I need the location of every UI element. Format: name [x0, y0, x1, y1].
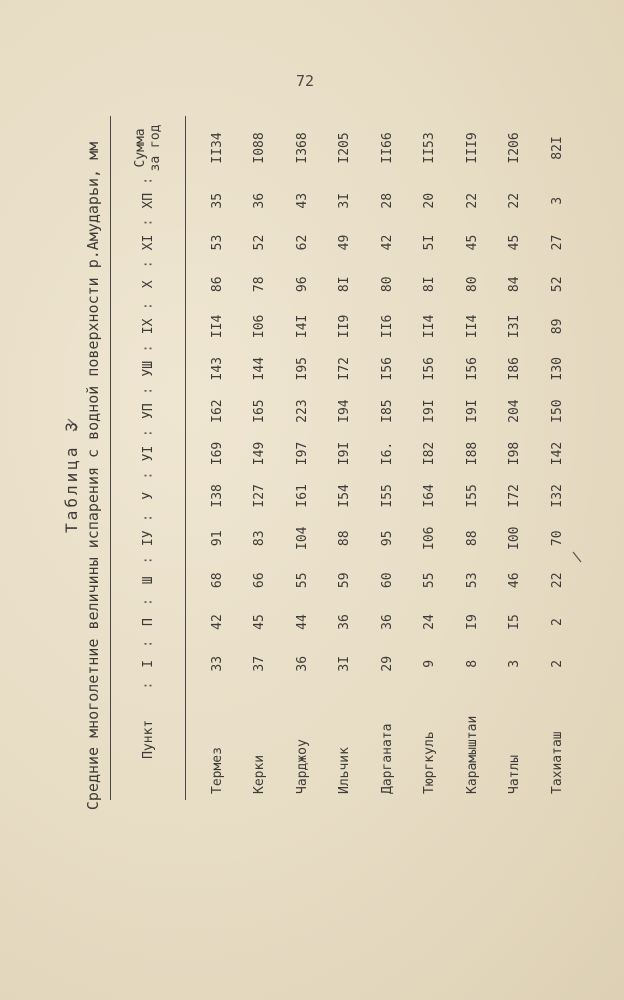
row-month-value: I9I: [337, 441, 353, 466]
row-sum-value: II66: [379, 132, 395, 164]
row-month-value: 52: [549, 276, 565, 293]
row-month-value: 3I: [337, 192, 353, 209]
row-month-value: I32: [549, 484, 565, 508]
table-body: [186, 116, 579, 800]
row-month-value: 35: [209, 192, 225, 209]
header-month: Х :: [111, 263, 186, 305]
row-month-value: 42: [209, 614, 225, 630]
row-month-value: 8I: [422, 276, 438, 293]
row-month-value: I04: [294, 526, 310, 550]
row-month-value: 78: [252, 276, 268, 293]
row-month-value: I61: [294, 484, 310, 508]
row-month-value: 2: [549, 618, 565, 626]
row-month-value: 84: [507, 276, 523, 293]
row-month-value: 2: [549, 659, 565, 668]
header-month: УШ :: [111, 348, 186, 390]
row-month-value: I72: [337, 357, 353, 381]
table-row: [366, 116, 409, 800]
row-sum-value: I205: [337, 132, 353, 164]
row-month-value: I9: [464, 614, 480, 630]
row-month-value: I06: [252, 314, 268, 339]
row-month-value: 80: [379, 276, 395, 293]
table-header-row: [111, 116, 186, 800]
row-month-value: 5I: [422, 234, 438, 251]
row-point-name: Термез: [209, 747, 225, 794]
page-number: 72: [296, 72, 315, 90]
row-month-value: 49: [337, 234, 353, 251]
row-month-value: 24: [422, 614, 438, 630]
header-month: ХП :: [111, 180, 186, 222]
row-month-value: I44: [252, 357, 268, 381]
row-month-value: 29: [379, 655, 395, 672]
row-month-value: I27: [252, 484, 268, 508]
row-month-value: I54: [337, 484, 353, 508]
header-month: УІ :: [111, 432, 186, 474]
row-month-value: 88: [337, 530, 353, 547]
header-sum: [111, 116, 186, 180]
row-month-value: 89: [549, 318, 565, 335]
table-row: [494, 116, 537, 800]
header-month: У :: [111, 475, 186, 517]
row-month-value: I49: [252, 441, 268, 466]
row-sum-value: I088: [252, 132, 268, 164]
stray-pen-mark-icon: [570, 550, 584, 564]
row-month-value: 86: [209, 276, 225, 293]
row-month-value: 8I: [337, 276, 353, 293]
row-month-value: I86: [507, 357, 523, 381]
row-month-value: 36: [337, 614, 353, 630]
header-sum-line2: за год: [148, 124, 163, 172]
rotated-table-block: [62, 116, 622, 836]
row-month-value: I72: [507, 484, 523, 508]
row-month-value: 45: [464, 234, 480, 251]
table-subtitle: Средние многолетние величины испарения с водной поверхности р.Амударьи, мм: [84, 141, 102, 811]
row-month-value: 9: [422, 659, 438, 668]
row-month-value: 55: [422, 572, 438, 589]
header-month: ХІ :: [111, 222, 186, 264]
row-month-value: II4: [422, 314, 438, 339]
row-sum-value: I368: [294, 132, 310, 164]
row-month-value: 3I: [337, 655, 353, 672]
row-month-value: 91: [209, 530, 225, 547]
row-month-value: I6.: [379, 441, 395, 466]
row-month-value: 53: [464, 572, 480, 589]
row-month-value: 36: [379, 614, 395, 630]
table-title: Таблица 3: [62, 419, 81, 533]
row-point-name: Тюргкуль: [422, 731, 438, 794]
row-sum-value: I206: [507, 132, 523, 164]
header-month: ІУ :: [111, 517, 186, 559]
row-month-value: I43: [209, 357, 225, 381]
row-month-value: I85: [379, 399, 395, 423]
row-month-value: I64: [422, 484, 438, 508]
row-month-value: I55: [464, 484, 480, 508]
row-sum-value: 82I: [549, 136, 565, 160]
row-month-value: 22: [549, 572, 565, 589]
row-month-value: 70: [549, 530, 565, 547]
row-month-value: 88: [464, 530, 480, 547]
row-month-value: 22: [507, 192, 523, 209]
header-month: ІХ :: [111, 305, 186, 347]
row-month-value: 43: [294, 192, 310, 209]
row-month-value: I38: [209, 484, 225, 508]
row-month-value: I00: [507, 526, 523, 550]
row-point-name: Чатлы: [507, 754, 523, 794]
row-sum-value: II53: [422, 132, 438, 164]
row-month-value: 60: [379, 572, 395, 589]
table-row: [186, 116, 239, 800]
row-point-name: Карамыштаи: [464, 715, 480, 794]
row-month-value: 45: [252, 614, 268, 630]
row-month-value: 3: [507, 659, 523, 668]
header-month: I :: [111, 643, 186, 685]
row-month-value: II4: [464, 314, 480, 339]
row-month-value: I5: [507, 614, 523, 630]
row-month-value: 83: [252, 530, 268, 547]
row-month-value: I3I: [507, 314, 523, 339]
row-month-value: I55: [379, 484, 395, 508]
row-month-value: I82: [422, 441, 438, 466]
row-month-value: 42: [379, 234, 395, 251]
row-month-value: I30: [549, 357, 565, 381]
table-row: [239, 116, 282, 800]
row-month-value: I06: [422, 526, 438, 550]
table-row: [451, 116, 494, 800]
row-month-value: 204: [507, 399, 523, 423]
evaporation-table: [110, 116, 579, 800]
table-row: [281, 116, 324, 800]
row-month-value: 33: [209, 655, 225, 672]
table-row: [536, 116, 579, 800]
row-month-value: 96: [294, 276, 310, 293]
row-month-value: 37: [252, 655, 268, 672]
row-month-value: I69: [209, 441, 225, 466]
header-month: Ш :: [111, 559, 186, 601]
row-month-value: 44: [294, 614, 310, 630]
row-month-value: 27: [549, 234, 565, 251]
row-month-value: 62: [294, 234, 310, 251]
row-sum-value: III9: [464, 132, 480, 164]
row-month-value: I42: [549, 441, 565, 466]
row-month-value: I50: [549, 399, 565, 423]
row-point-name: Ильчик: [337, 747, 353, 794]
row-month-value: 223: [294, 399, 310, 423]
row-month-value: I65: [252, 399, 268, 423]
row-month-value: I56: [379, 357, 395, 381]
row-month-value: I62: [209, 399, 225, 423]
row-month-value: I97: [294, 441, 310, 466]
row-month-value: I94: [337, 399, 353, 423]
row-month-value: 20: [422, 192, 438, 209]
header-month: УП :: [111, 390, 186, 432]
row-month-value: 45: [507, 234, 523, 251]
row-month-value: I95: [294, 357, 310, 381]
table-row: [324, 116, 367, 800]
row-point-name: Чарджоу: [294, 739, 310, 794]
row-month-value: 28: [379, 192, 395, 209]
row-point-name: Керки: [252, 754, 268, 794]
row-month-value: I9I: [422, 399, 438, 423]
row-month-value: I4I: [294, 314, 310, 339]
row-month-value: 36: [252, 192, 268, 209]
row-point-name: Тахиаташ: [549, 731, 565, 794]
row-point-name: Дарганата: [379, 723, 395, 794]
row-month-value: 80: [464, 276, 480, 293]
row-month-value: II9: [337, 314, 353, 339]
row-month-value: 22: [464, 192, 480, 209]
table-row: [409, 116, 452, 800]
row-month-value: 3: [549, 196, 565, 205]
header-month: П :: [111, 601, 186, 643]
row-month-value: II6: [379, 314, 395, 339]
row-month-value: I88: [464, 441, 480, 466]
row-month-value: 55: [294, 572, 310, 589]
row-month-value: 53: [209, 234, 225, 251]
row-sum-value: II34: [209, 132, 225, 164]
row-month-value: 59: [337, 572, 353, 589]
row-month-value: I56: [464, 357, 480, 381]
row-month-value: 66: [252, 572, 268, 589]
row-month-value: I9I: [464, 399, 480, 423]
row-month-value: 68: [209, 572, 225, 589]
row-month-value: 46: [507, 572, 523, 589]
row-month-value: 8: [464, 659, 480, 668]
row-month-value: I98: [507, 441, 523, 466]
header-sum-line1: Сумма: [133, 128, 148, 168]
row-month-value: II4: [209, 314, 225, 339]
header-point: Пункт :: [111, 685, 186, 800]
row-month-value: 52: [252, 234, 268, 251]
row-month-value: 95: [379, 530, 395, 547]
row-month-value: I56: [422, 357, 438, 381]
row-month-value: 36: [294, 655, 310, 672]
